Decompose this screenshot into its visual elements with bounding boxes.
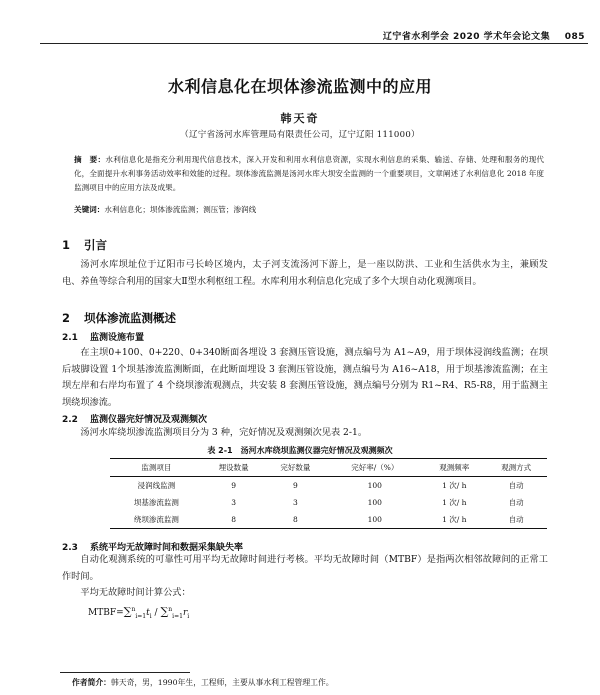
footnote-label: 作者简介： [72,678,111,687]
table-header: 完好率/（%） [326,459,423,477]
table-row [110,477,547,495]
table-cell: 100 [326,511,423,529]
keywords [74,204,544,215]
formula-separator: / [151,608,161,618]
abstract [74,153,544,195]
table-row [110,494,547,511]
paper-title: 水利信息化在坝体渗流监测中的应用 [167,77,432,96]
formula-intro: 平均无故障时间计算公式： [80,587,191,598]
table-header: 观测方式 [485,459,547,477]
keywords-text: 水利信息化；坝体渗流监测；测压管；渗润线 [104,205,257,214]
numerator-var: t [146,608,150,618]
section-2-title: 坝体渗流监测概述 [84,311,176,325]
section-1-paragraph: 汤河水库坝址位于辽阳市弓长岭区境内，太子河支流汤河下游上，是一座以防洪、工业和生活供水为主，兼顾发电、养鱼等综合利用的国家大Ⅱ型水利枢纽工程。水库利用水利信息化完成了多个大坝自动化观测项目。 [62,259,548,287]
header-divider [40,43,588,44]
section-2-3-paragraph: 自动化观测系统的可靠性可用平均无故障时间进行考核。平均无故障时间（MTBF）是指两次相邻故障间的正常工作时间。 [62,554,548,582]
footnote-divider [60,672,190,673]
table-cell: 自动 [485,511,547,529]
table-cell: 1 次/ h [423,511,485,529]
section-2-2-title: 监测仪器完好情况及观测频次 [90,415,208,425]
table-cell: 绕坝渗流监测 [110,511,203,529]
section-2-1-paragraph: 在主坝0+100、0+220、0+340断面各埋设 3 套测压管设施，测点编号为 A1~A9，用于坝体浸润线监测；在坝后坡脚设置 1个坝基渗流监测断面，在此断面埋设 3 套测压管设施，测点编号为 A16~A18，用于坝基渗流监测；在主坝左岸和右岸均布置了 4 个绕坝渗流观测点，共安装 8 套测压管设施，测点编号分别为 R1~R4、R5-R8，用于监测主坝绕坝渗流。 [62,347,548,408]
table-cell: 9 [292,481,298,490]
section-2-3-number: 2.3 [62,543,78,553]
section-2-3-title: 系统平均无故障时间和数据采集缺失率 [90,543,244,553]
table-cell: 100 [367,498,382,507]
sum-index: i=1 [172,612,183,620]
section-2-1-title: 监测设施布置 [90,333,145,343]
table-cell: 1 次/ h [442,481,467,490]
table-cell: 1 次/ h [442,498,467,507]
author-footnote [72,677,334,688]
table-cell: 3 [231,498,236,507]
section-2-2-paragraph: 汤河水库绕坝渗流监测项目分为 3 种，完好情况及观测频次见表 2-1。 [80,427,368,438]
abstract-text: 水利信息化是指充分利用现代信息技术，深入开发和利用水利信息资源，实现水利信息的采集、输送、存储、处理和服务的现代化，全面提升水利事务活动效率和效能的过程。坝体渗流监测是汤河水库大坝安全监测的一个重要项目，文章阐述了水利信息化 2018 年度监测项目中的应用方法及成果。 [74,155,545,192]
table-cell: 8 [203,511,265,529]
section-1-heading [62,237,107,253]
table-caption: 表 2-1 汤河水库绕坝监测仪器完好情况及观测频次 [207,446,393,455]
table-header: 观测频率 [423,459,485,477]
section-2-number: 2 [62,311,71,325]
formula-lhs: MTBF= [88,608,124,618]
abstract-label: 摘 要： [74,155,106,164]
table-header-row [110,459,547,477]
sum-upper: n [131,606,136,613]
keywords-label: 关键词： [74,205,105,214]
section-2-heading [62,310,176,326]
section-2-2-heading [62,412,207,425]
section-1-title: 引言 [84,238,107,252]
sum-upper: n [168,606,173,613]
sum-symbol: ∑ [123,605,132,618]
denominator-var: r [182,608,188,618]
table-header: 完好数量 [264,459,326,477]
table-row [110,511,547,529]
sum-index: i=1 [135,612,147,620]
monitoring-table [110,458,547,529]
table-header: 埋设数量 [203,459,265,477]
running-title: 辽宁省水利学会 2020 学术年会论文集 [382,32,551,42]
section-1-number: 1 [62,238,71,252]
section-2-1-number: 2.1 [62,333,78,343]
author-name: 韩天奇 [280,112,320,125]
author-affiliation: （辽宁省汤河水库管理局有限责任公司，辽宁辽阳 111000） [180,130,420,140]
sum-symbol: ∑ [160,605,169,618]
table-cell: 自动 [508,481,524,490]
table-header: 监测项目 [110,459,203,477]
running-header [330,29,585,42]
table-cell: 浸润线监测 [137,481,176,490]
table-cell: 100 [367,481,382,490]
mtbf-formula: $MTBF=\sum^n_{i=1}t_i / \sum^n_{i=1}r_i$ [88,605,190,620]
table-cell: 9 [231,481,236,490]
section-2-1-heading [62,330,144,343]
table-cell: 坝基渗流监测 [133,498,179,507]
table-cell: 自动 [508,498,524,507]
footnote-text: 韩天奇，男，1990年生，工程师，主要从事水利工程管理工作。 [110,678,334,687]
page-number: 085 [564,32,585,42]
table-cell: 3 [292,498,298,507]
table-cell: 8 [264,511,326,529]
section-2-2-number: 2.2 [62,415,78,425]
